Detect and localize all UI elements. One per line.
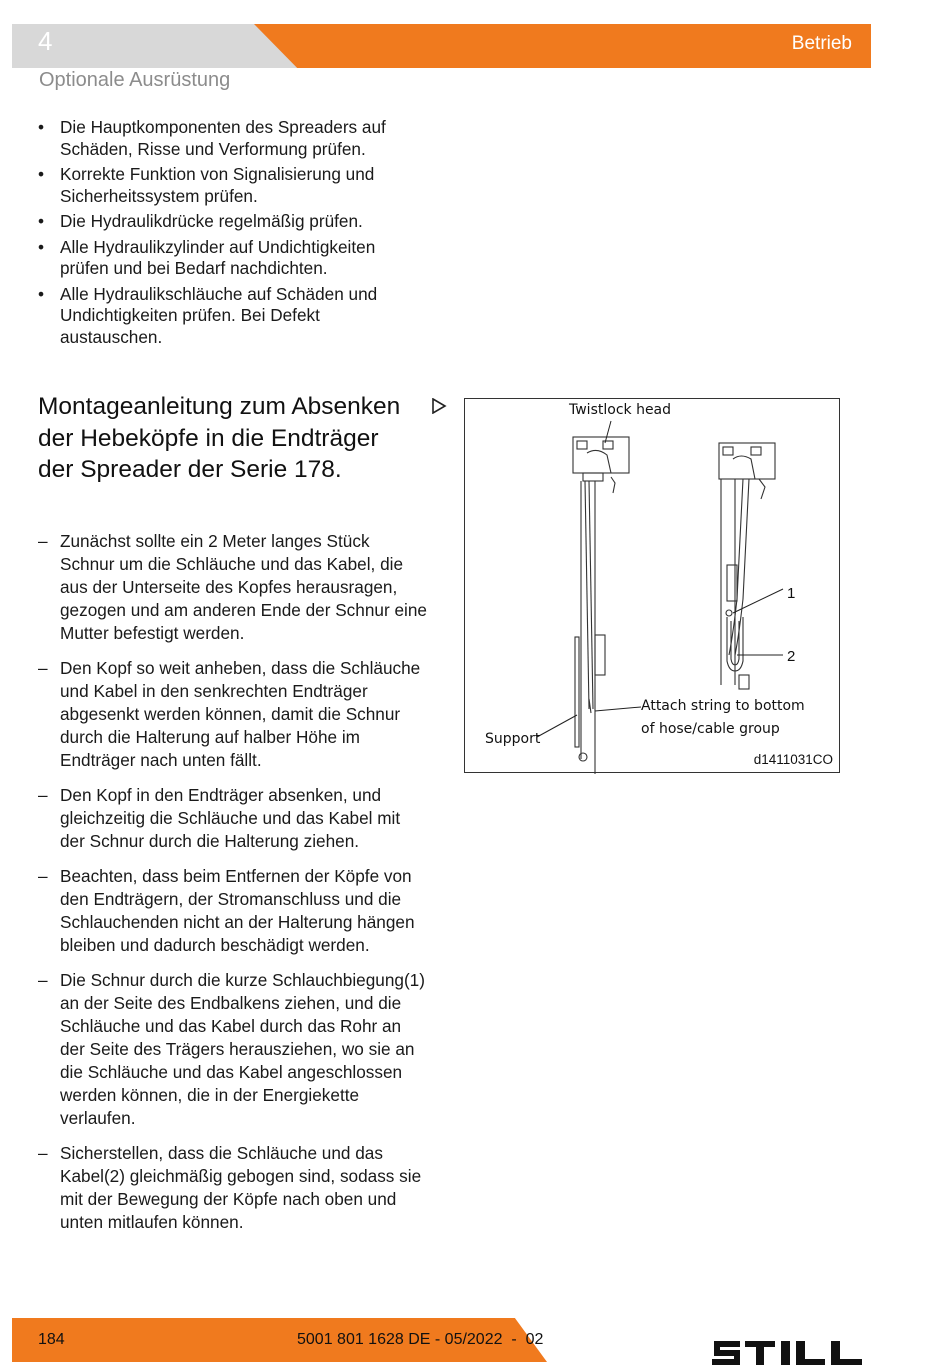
- step-text: Die Schnur durch die kurze Schlauchbiegung(1) an der Seite des Endbalkens ziehen, und die Schläuche und das Kabel durch das Rohr an der Seite des Trägers herausziehen, wo sie an die Schläuche und das Kabel angeschlossen werden können, die in der Energiekette verlaufen.: [60, 970, 425, 1128]
- chapter-number: 4: [38, 26, 53, 56]
- figure-callout-2: 2: [787, 648, 796, 665]
- figure-label-attach-line1: Attach string to bottom: [641, 698, 805, 714]
- list-item-text: Die Hauptkomponenten des Spreaders auf Schäden, Risse und Verformung prüfen.: [60, 117, 386, 159]
- section-title: Montageanleitung zum Absenken der Hebeköpfe in die Endträger der Spreader der Serie 178.: [38, 393, 401, 483]
- figure-label-twistlock: Twistlock head: [569, 402, 672, 418]
- technical-figure: [464, 398, 840, 773]
- list-item: – Beachten, dass beim Entfernen der Köpfe von den Endträgern, der Stromanschluss und die Schlauchenden nicht an der Halterung hängen bleiben und dadurch beschädigt werden.: [38, 866, 415, 955]
- still-logo: [712, 1341, 872, 1365]
- list-item: – Den Kopf so weit anheben, dass die Schläuche und Kabel in den senkrechten Endträger abgesenkt werden können, damit die Schnur durch die Halterung auf halber Höhe im Endträger nach unten fällt.: [38, 658, 421, 770]
- list-item: • Alle Hydraulikzylinder auf Undichtigkeiten prüfen und bei Bedarf nachdichten.: [38, 236, 376, 278]
- header-orange-band: [254, 24, 871, 68]
- step-text: Den Kopf so weit anheben, dass die Schläuche und Kabel in den senkrechten Endträger abgesenkt werden können, damit die Schnur durch die Halterung auf halber Höhe im Endträger nach unten fällt.: [60, 658, 421, 770]
- figure-label-attach-line2: of hose/cable group: [641, 721, 780, 737]
- list-item-text: Alle Hydraulikzylinder auf Undichtigkeiten prüfen und bei Bedarf nachdichten.: [60, 236, 376, 278]
- page-number: 184: [38, 1331, 65, 1348]
- step-text: Beachten, dass beim Entfernen der Köpfe von den Endträgern, der Stromanschluss und die Schlauchenden nicht an der Halterung hängen bleiben und dadurch beschädigt werden.: [60, 866, 415, 955]
- list-item-text: Alle Hydraulikschläuche auf Schäden und Undichtigkeiten prüfen. Bei Defekt austauschen.: [60, 283, 378, 347]
- section-subtitle: Optionale Ausrüstung: [39, 69, 231, 91]
- list-item-text: Die Hydraulikdrücke regelmäßig prüfen.: [60, 211, 363, 231]
- instruction-steps: [38, 530, 428, 1246]
- list-item: – Zunächst sollte ein 2 Meter langes Stück Schnur um die Schläuche und das Kabel, die aus der Unterseite des Kopfes herausragen, gezogen und am anderen Ende der Schnur eine Mutter befestigt werden.: [38, 531, 427, 643]
- list-item: • Alle Hydraulikschläuche auf Schäden und Undichtigkeiten prüfen. Bei Defekt austauschen.: [38, 283, 378, 347]
- figure-drawing: [465, 399, 841, 774]
- list-item: • Die Hauptkomponenten des Spreaders auf Schäden, Risse und Verformung prüfen.: [38, 117, 386, 159]
- inspection-checklist: [38, 117, 418, 352]
- step-text: Den Kopf in den Endträger absenken, und gleichzeitig die Schläuche und das Kabel mit der Schnur durch die Halterung ziehen.: [60, 785, 401, 851]
- list-item: • Die Hydraulikdrücke regelmäßig prüfen.: [38, 211, 363, 231]
- list-item: – Den Kopf in den Endträger absenken, und gleichzeitig die Schläuche und das Kabel mit der Schnur durch die Halterung ziehen.: [38, 785, 401, 851]
- figure-marker-icon: [431, 398, 447, 414]
- figure-callout-1: 1: [787, 585, 796, 602]
- figure-label-support: Support: [485, 731, 541, 747]
- list-item: • Korrekte Funktion von Signalisierung und Sicherheitssystem prüfen.: [38, 164, 375, 206]
- step-text: Zunächst sollte ein 2 Meter langes Stück Schnur um die Schläuche und das Kabel, die aus der Unterseite des Kopfes herausragen, gezogen und am anderen Ende der Schnur eine Mutter befestigt werden.: [60, 531, 427, 643]
- list-item: – Die Schnur durch die kurze Schlauchbiegung(1) an der Seite des Endbalkens ziehen, und die Schläuche und das Kabel durch das Rohr an der Seite des Trägers herausziehen, wo sie an die Schläuche und das Kabel angeschlossen werden können, die in der Energiekette verlaufen.: [38, 970, 425, 1128]
- document-number: 5001 801 1628 DE - 05/2022 - 02: [297, 1331, 544, 1348]
- figure-code: d1411031CO: [753, 752, 833, 767]
- list-item: – Sicherstellen, dass die Schläuche und das Kabel(2) gleichmäßig gebogen sind, sodass sie mit der Bewegung der Köpfe nach oben und unten mitlaufen können.: [38, 1143, 422, 1232]
- step-text: Sicherstellen, dass die Schläuche und das Kabel(2) gleichmäßig gebogen sind, sodass sie mit der Bewegung der Köpfe nach oben und unten mitlaufen können.: [60, 1143, 422, 1232]
- chapter-title: Betrieb: [791, 33, 852, 54]
- header-gray-band: [12, 24, 298, 68]
- list-item-text: Korrekte Funktion von Signalisierung und Sicherheitssystem prüfen.: [60, 164, 375, 206]
